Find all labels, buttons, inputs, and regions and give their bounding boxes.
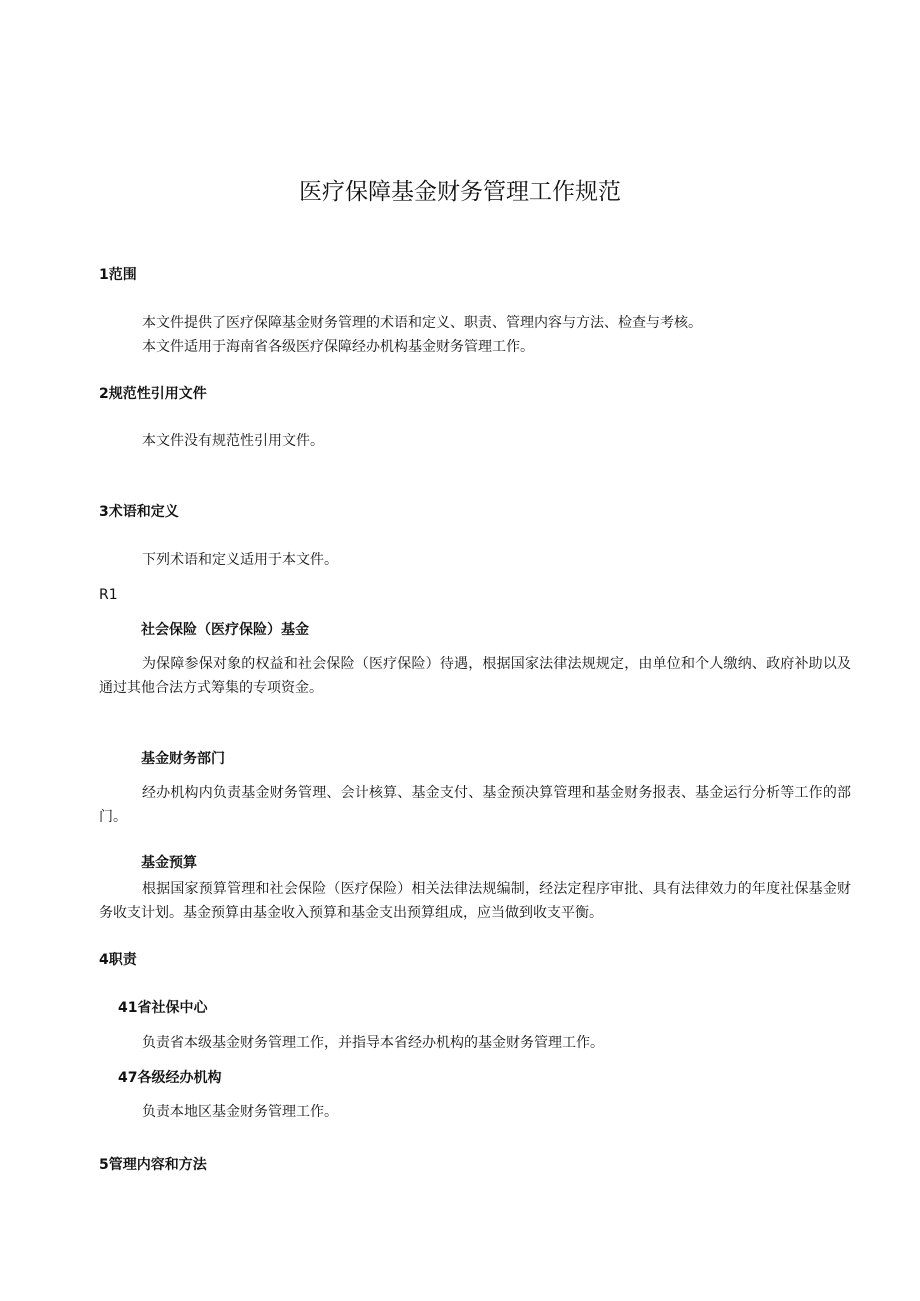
document-title: 医疗保障基金财务管理工作规范 (299, 179, 621, 205)
term-definition: 根据国家预算管理和社会保险（医疗保险）相关法律法规编制，经法定程序审批、具有法律效力的年度社保基金财务收支计划。基金预算由基金收入预算和基金支出预算组成，应当做到收支平衡。 (99, 881, 851, 921)
term-definition: 为保障参保对象的权益和社会保险（医疗保险）待遇，根据国家法律法规规定，由单位和个人缴纳、政府补助以及通过其他合法方式筹集的专项资金。 (99, 656, 851, 696)
term-title: 基金预算 (141, 855, 197, 871)
subsection-heading: 41省社保中心 (118, 1000, 208, 1016)
section-2-heading: 2规范性引用文件 (99, 386, 207, 402)
section-2-paragraph: 本文件没有规范性引用文件。 (142, 433, 324, 449)
section-1-heading: 1范围 (99, 267, 137, 283)
section-4-heading: 4职责 (99, 952, 137, 968)
section-1-paragraph: 本文件提供了医疗保障基金财务管理的术语和定义、职责、管理内容与方法、检查与考核。 (142, 315, 702, 331)
section-3-intro: 下列术语和定义适用于本文件。 (142, 552, 338, 568)
subsection-heading: 47各级经办机构 (118, 1070, 222, 1086)
section-3-heading: 3术语和定义 (99, 504, 179, 520)
term-marker: R1 (99, 587, 118, 603)
subsection-text: 负责本地区基金财务管理工作。 (142, 1104, 338, 1120)
term-title: 基金财务部门 (141, 751, 225, 767)
term-title: 社会保险（医疗保险）基金 (141, 622, 309, 638)
term-definition: 经办机构内负责基金财务管理、会计核算、基金支付、基金预决算管理和基金财务报表、基金运行分析等工作的部门。 (99, 785, 851, 825)
subsection-text: 负责省本级基金财务管理工作，并指导本省经办机构的基金财务管理工作。 (142, 1035, 604, 1051)
section-5-heading: 5管理内容和方法 (99, 1157, 207, 1173)
section-1-paragraph: 本文件适用于海南省各级医疗保障经办机构基金财务管理工作。 (142, 339, 534, 355)
